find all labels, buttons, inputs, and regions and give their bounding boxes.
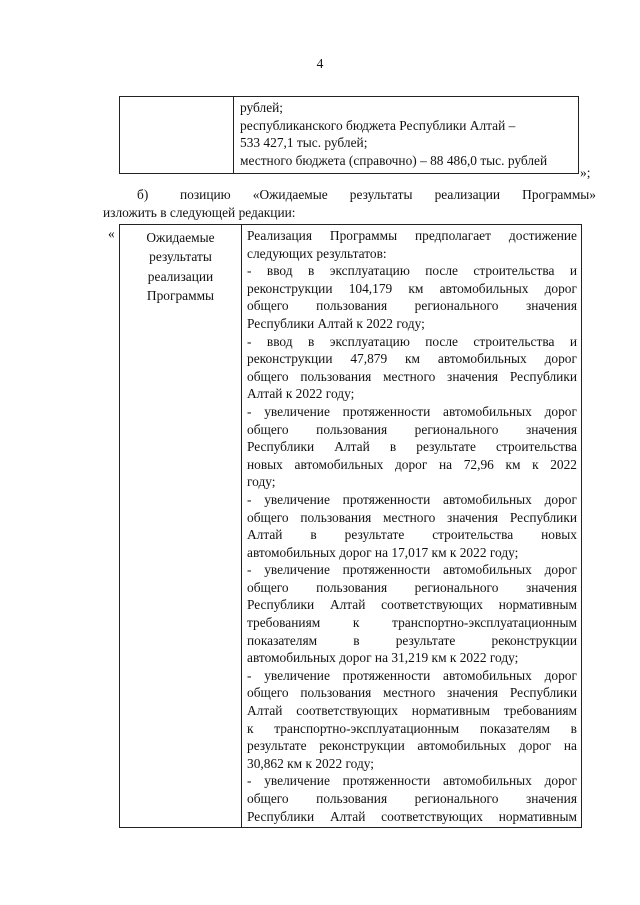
results-text-line: Республики Алтай соответствующих нормативным — [247, 597, 577, 613]
table-column-divider — [241, 225, 242, 827]
closing-quote-mark: »; — [580, 165, 591, 180]
funding-line: рублей; — [240, 100, 284, 115]
results-text-line: реконструкции 47,879 км автомобильных дорог — [247, 351, 577, 367]
results-label-cell — [124, 228, 237, 306]
results-text-line: требованиям к транспортно-эксплуатационным — [247, 615, 577, 631]
funding-line: республиканского бюджета Республики Алтай – — [240, 117, 516, 133]
results-text-line: автомобильных дорог на 31,219 км к 2022 году; — [247, 650, 519, 666]
results-text-line: Алтай к 2022 году; — [247, 386, 355, 402]
results-label-line: реализации — [147, 268, 214, 284]
funding-line: 533 427,1 тыс. рублей; — [240, 135, 368, 151]
results-text-line: Алтай соответствующих нормативным требованиям — [247, 703, 577, 719]
amendment-paragraph-line1 — [103, 186, 596, 204]
results-text-line: общего пользования местного значения Республики — [247, 509, 577, 525]
amendment-paragraph-line2: изложить в следующей редакции: — [103, 205, 296, 220]
results-text-line: новых автомобильных дорог на 72,96 км к 2022 — [247, 456, 577, 472]
funding-line: местного бюджета (справочно) – 88 486,0 тыс. рублей — [240, 152, 548, 168]
results-text-line: году; — [247, 474, 276, 490]
results-text-line: реконструкции 104,179 км автомобильных дорог — [247, 280, 577, 296]
results-text-line: показателям в результате реконструкции — [247, 632, 577, 648]
results-text-line: общего пользования регионального значения — [247, 421, 577, 437]
results-text-line: Республики Алтай к 2022 году; — [247, 315, 425, 331]
results-text-line: результате реконструкции автомобильных дорог на — [247, 738, 577, 754]
funding-table-fragment — [119, 96, 579, 174]
opening-quote-mark: « — [108, 226, 115, 241]
results-text-line: общего пользования регионального значения — [247, 791, 577, 806]
results-text-line: общего пользования регионального значения — [247, 579, 577, 595]
results-text-line: - увеличение протяженности автомобильных дорог — [247, 562, 577, 578]
results-text-line: следующих результатов: — [247, 245, 387, 261]
results-text-line: - ввод в эксплуатацию после строительства и — [247, 333, 577, 349]
results-text-line: Реализация Программы предполагает достижение — [247, 228, 577, 243]
results-text-line: - увеличение протяженности автомобильных дорог — [247, 667, 577, 683]
funding-cell — [240, 99, 574, 169]
paragraph-text: позицию «Ожидаемые результаты реализации Программы» — [180, 187, 596, 202]
results-text-line: - увеличение протяженности автомобильных дорог — [247, 491, 577, 507]
results-text-line: Республики Алтай в результате строительства — [247, 439, 577, 455]
results-text-line: Республики Алтай соответствующих нормативным — [247, 808, 577, 824]
results-text-line: 30,862 км к 2022 году; — [247, 755, 375, 771]
expected-results-table — [119, 224, 582, 828]
results-text-line: общего пользования местного значения Республики — [247, 368, 577, 384]
results-label-line: Программы — [146, 288, 215, 304]
results-text-line: Алтай в результате строительства новых — [247, 527, 577, 543]
results-label-line: Ожидаемые — [146, 230, 215, 245]
table-column-divider — [233, 97, 234, 173]
results-text-line: - ввод в эксплуатацию после строительства и — [247, 263, 577, 279]
results-text-line: - увеличение протяженности автомобильных дорог — [247, 773, 577, 789]
results-text-cell — [247, 227, 577, 825]
results-text-line: общего пользования местного значения Республики — [247, 685, 577, 701]
item-letter: б) — [137, 187, 149, 202]
page-number: 4 — [316, 56, 324, 71]
results-text-line: к транспортно-эксплуатационным показателям в — [247, 720, 577, 736]
results-text-line: автомобильных дорог на 17,017 км к 2022 году; — [247, 544, 519, 560]
results-text-line: общего пользования регионального значения — [247, 298, 577, 314]
results-label-line: результаты — [149, 249, 212, 265]
results-text-line: - увеличение протяженности автомобильных дорог — [247, 403, 577, 419]
